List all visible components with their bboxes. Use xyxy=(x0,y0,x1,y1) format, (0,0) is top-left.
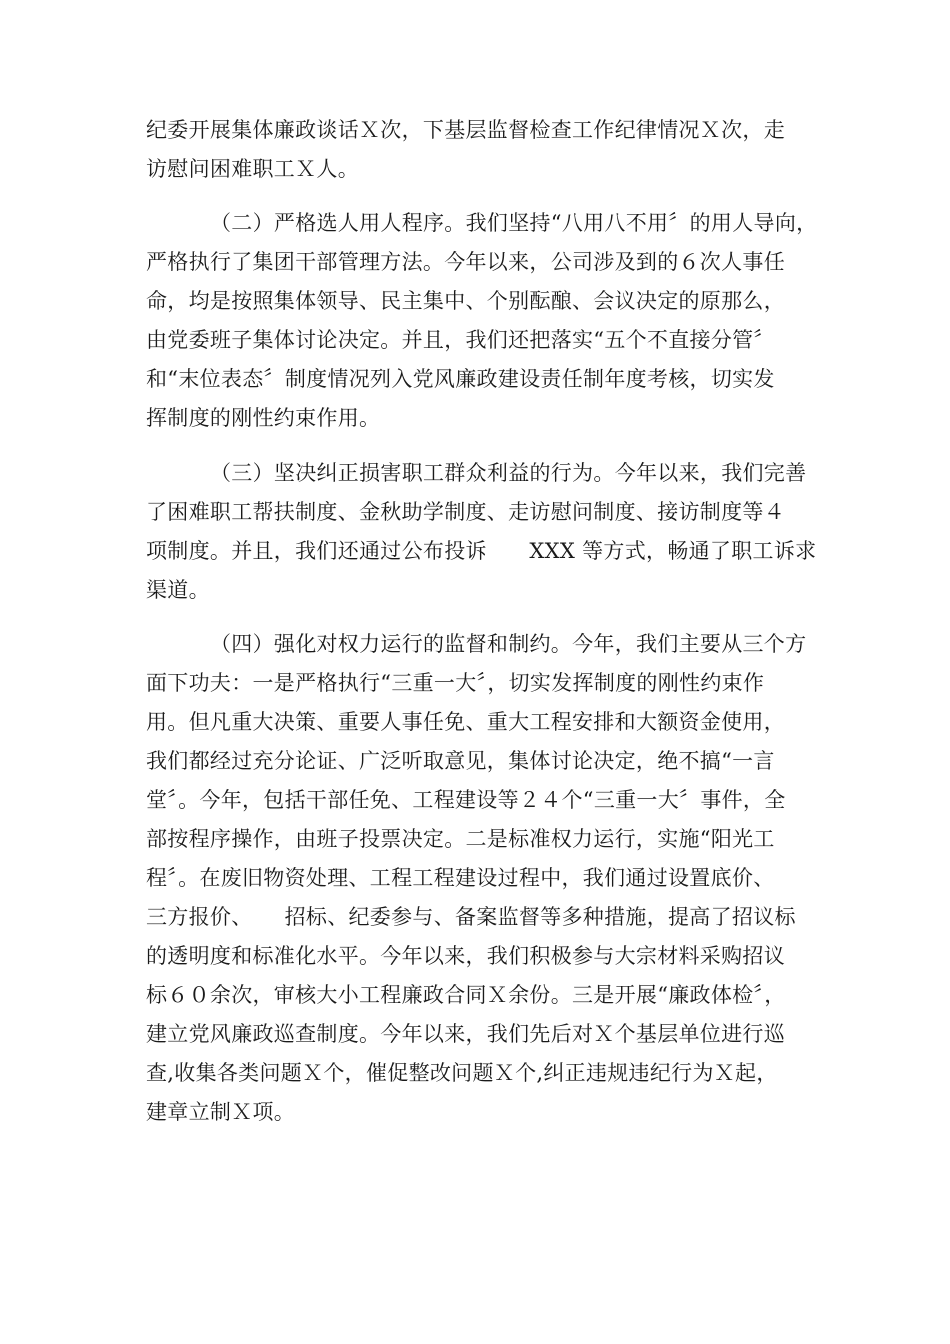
text-line-20: 三方报价、 招标、纪委参与、备案监督等多种措施，提高了招议标 xyxy=(146,905,796,929)
text-line-5: 命，均是按照集体领导、民主集中、个别酝酿、会议决定的原那么， xyxy=(146,289,785,313)
text-line-1: 纪委开展集体廉政谈话Ｘ次，下基层监督检查工作纪律情况Ｘ次，走 xyxy=(146,118,785,142)
text-line-24: 查,收集各类问题Ｘ个，催促整改问题Ｘ个,纠正违规违纪行为Ｘ起， xyxy=(146,1061,778,1085)
text-line-18: 部按程序操作，由班子投票决定。二是标准权力运行，实施“阳光工 xyxy=(146,827,775,851)
text-line-15: 用。但凡重大决策、重要人事任免、重大工程安排和大额资金使用， xyxy=(146,710,785,734)
text-line-21: 的透明度和标准化水平。今年以来，我们积极参与大宗材料采购招议 xyxy=(146,944,785,968)
text-line-17: 堂〞。今年，包括干部任免、工程建设等２４个“三重一大〞事件，全 xyxy=(146,788,786,812)
text-line-4: 严格执行了集团干部管理方法。今年以来，公司涉及到的６次人事任 xyxy=(146,250,785,274)
text-line-14: 面下功夫：一是严格执行“三重一大〞，切实发挥制度的刚性约束作 xyxy=(146,671,765,695)
text-line-16: 我们都经过充分论证、广泛听取意见，集体讨论决定，绝不搞“一言 xyxy=(146,749,775,773)
text-line-7: 和“末位表态〞制度情况列入党风廉政建设责任制年度考核，切实发 xyxy=(146,367,775,391)
text-line-22: 标６０余次，审核大小工程廉政合同Ｘ余份。三是开展“廉政体检〞， xyxy=(146,983,786,1007)
text-line-23: 建立党风廉政巡查制度。今年以来，我们先后对Ｘ个基层单位进行巡 xyxy=(146,1022,785,1046)
paragraph-4-start: （四）强化对权力运行的监督和制约。今年，我们主要从三个方 xyxy=(210,632,807,656)
text-line-19: 程〞。在废旧物资处理、工程工程建设过程中，我们通过设置底价、 xyxy=(146,866,775,890)
text-line-6: 由党委班子集体讨论决定。并且，我们还把落实“五个不直接分管〞 xyxy=(146,328,775,352)
text-line-8: 挥制度的刚性约束作用。 xyxy=(146,406,381,430)
paragraph-3-start: （三）坚决纠正损害职工群众利益的行为。今年以来，我们完善 xyxy=(210,461,807,485)
text-line-25: 建章立制Ｘ项。 xyxy=(146,1100,296,1124)
text-line-10: 了困难职工帮扶制度、金秋助学制度、走访慰问制度、接访制度等４ xyxy=(146,500,785,524)
text-line-12: 渠道。 xyxy=(146,578,210,602)
text-line-11: 项制度。并且，我们还通过公布投诉 XXX 等方式，畅通了职工诉求 xyxy=(146,539,817,563)
paragraph-2-start: （二）严格选人用人程序。我们坚持“八用八不用〞的用人导向， xyxy=(210,211,818,235)
text-line-2: 访慰问困难职工Ｘ人。 xyxy=(146,157,359,181)
